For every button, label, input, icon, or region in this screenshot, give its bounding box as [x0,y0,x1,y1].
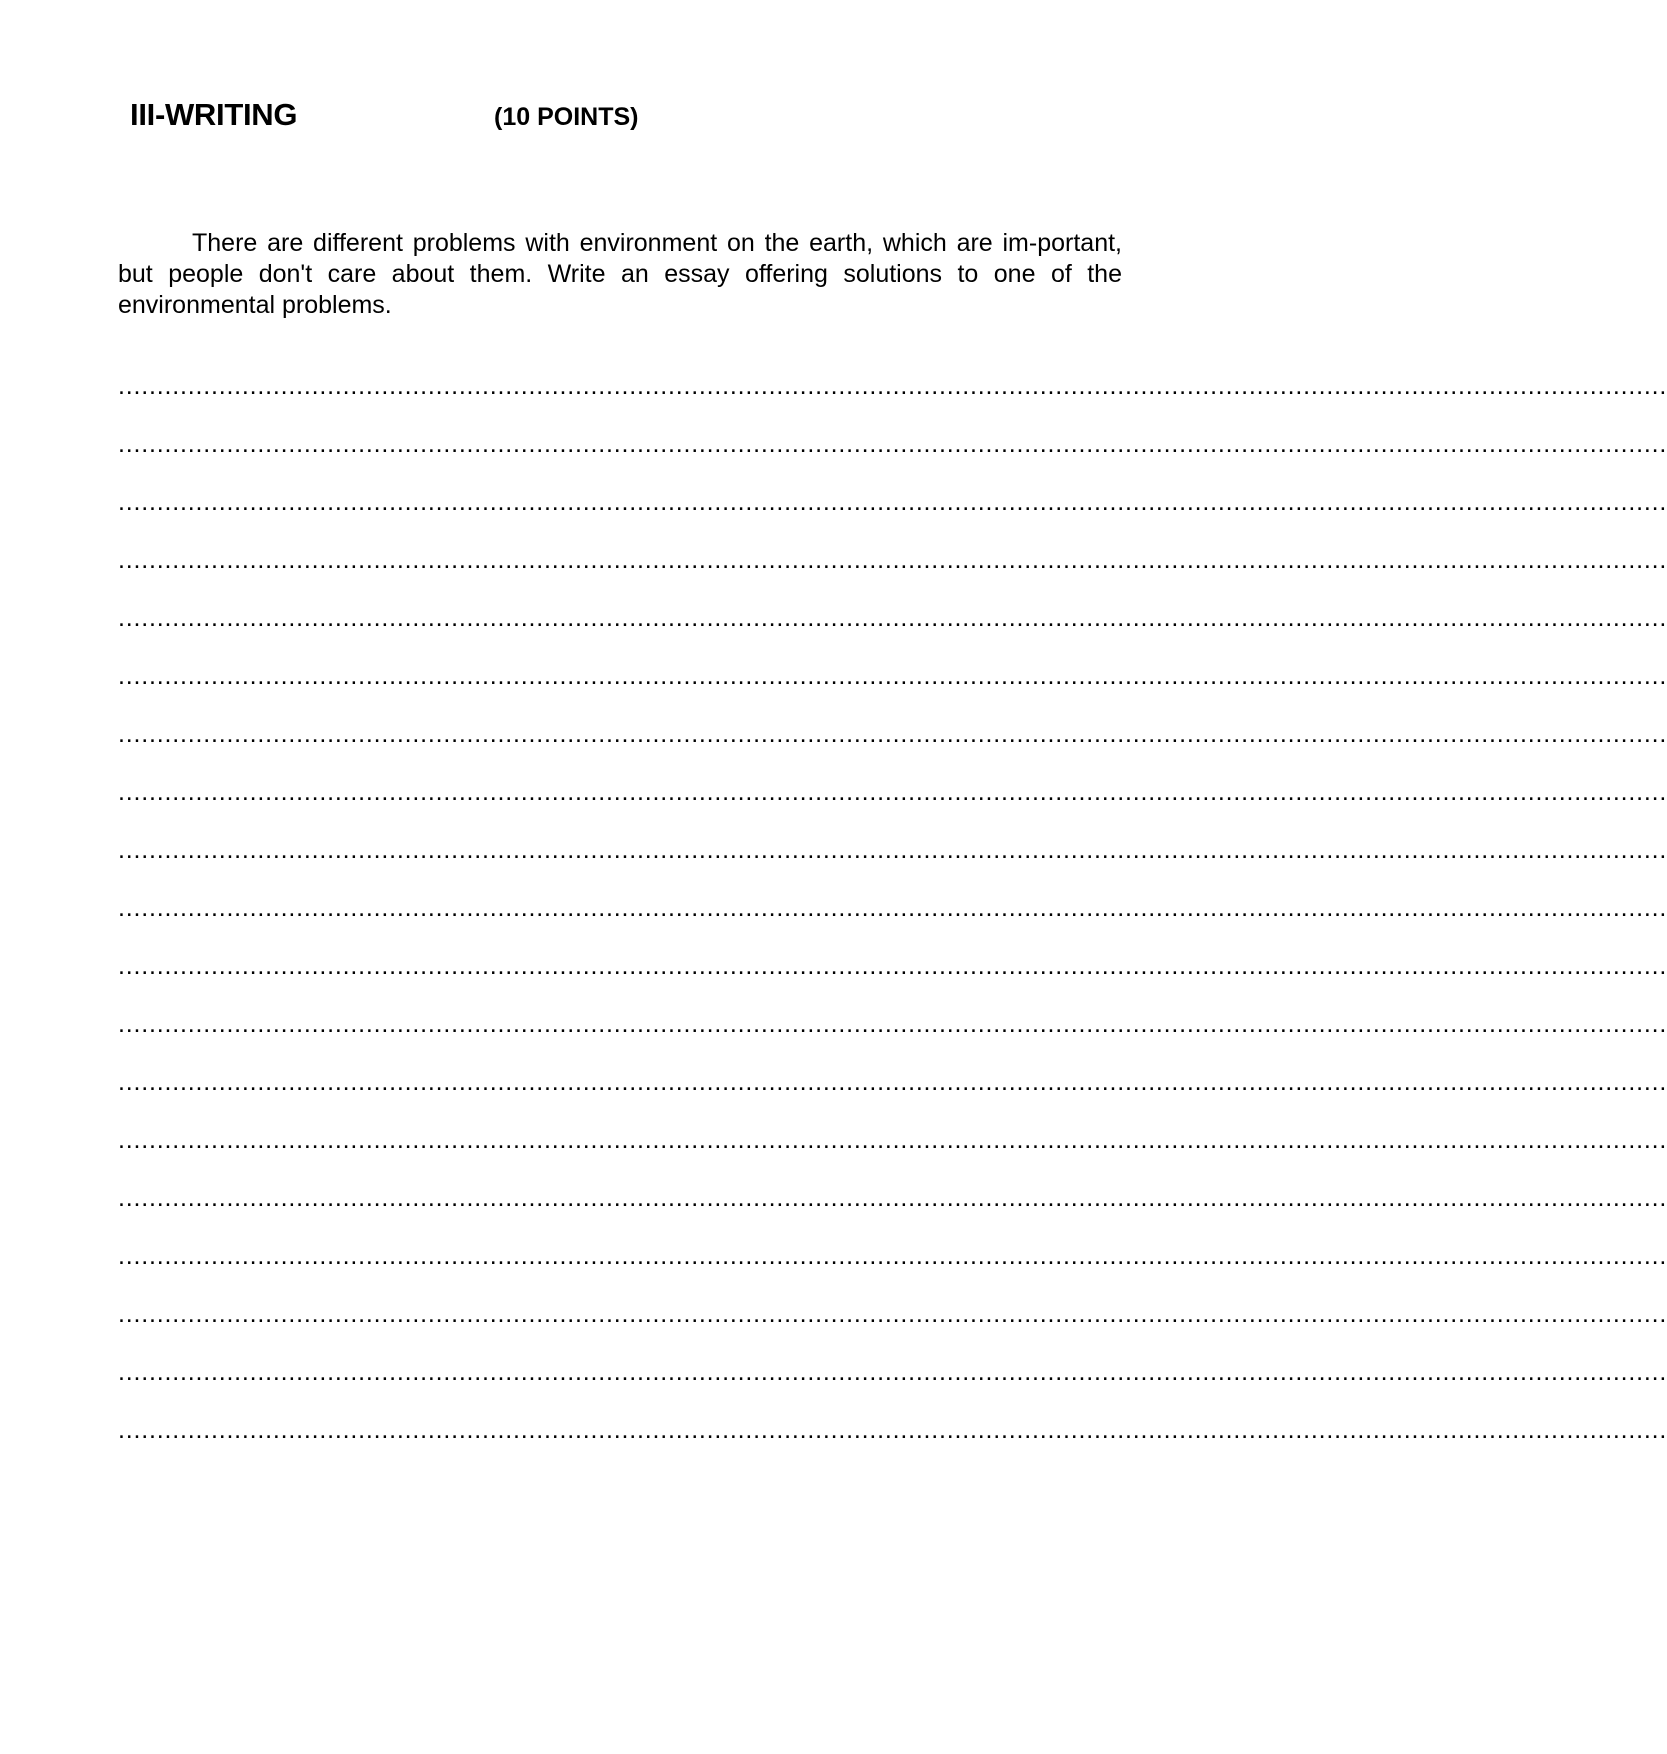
answer-line[interactable] [118,662,1667,721]
answer-line-final[interactable] [118,1416,1667,1475]
answer-line[interactable] [118,894,1667,953]
dotted-rule: ........................................................................................................................................................................................................ [118,604,1667,632]
answer-lines[interactable] [118,372,1667,1475]
answer-line[interactable] [118,1242,1667,1301]
dotted-rule: ........................................................................................................................................................................................................ [118,836,1667,864]
answer-line[interactable] [118,488,1667,547]
answer-line[interactable] [118,430,1667,489]
dotted-rule: ........................................................................................................................................................................................................ [118,1358,1667,1386]
dotted-rule: ........................................................................................................................................................................................................ [118,1010,1667,1038]
answer-line[interactable] [118,1126,1667,1185]
dotted-rule: ........................................................................................................................................................................................................ [118,720,1667,748]
answer-line[interactable] [118,778,1667,837]
answer-line[interactable] [118,1068,1667,1127]
answer-line[interactable] [118,372,1667,431]
dotted-rule: ........................................................................................................................................................................................................ [118,430,1667,458]
dotted-rule: ........................................................................................................................................................................................................ [118,1126,1667,1154]
dotted-rule: ........................................................................................................................................................................................................ [118,1242,1667,1270]
answer-line[interactable] [118,1358,1667,1417]
dotted-rule: ........................................................................................................................................................................................................ [118,952,1667,980]
dotted-rule: ........................................................................................................................................................................................................ [118,1184,1667,1212]
dotted-rule: ........................................................................................................................................................................................................ [118,372,1667,400]
dotted-rule: ........................................................................................................................................................................................................ [118,778,1667,806]
dotted-rule: ........................................................................................................................................................................................................ [118,1300,1667,1328]
writing-prompt-text: There are different problems with environment on the earth, which are im-portant, but people don't care about them. Write an essay offering solutions to one of the environmental problems. [118,229,1122,319]
section-points: (10 POINTS) [494,103,639,131]
answer-line[interactable] [118,720,1667,779]
dotted-rule: ........................................................................................................................................................................................................ [118,894,1667,922]
answer-line[interactable] [118,546,1667,605]
section-title: III-WRITING [130,97,298,132]
answer-line[interactable] [118,604,1667,663]
answer-line[interactable] [118,1184,1667,1243]
answer-line[interactable] [118,1300,1667,1359]
dotted-rule: ........................................................................................................................................................................................................ [118,488,1667,516]
answer-line[interactable] [118,836,1667,895]
dotted-rule: ........................................................................................................................................................................................................ [118,1068,1667,1096]
answer-line[interactable] [118,952,1667,1011]
dotted-rule: ........................................................................................................................................................................................................ [118,662,1667,690]
answer-line[interactable] [118,1010,1667,1069]
dotted-rule: ........................................................................................................................................................................................................ [118,1416,1667,1444]
writing-prompt [118,228,1122,321]
dotted-rule: ........................................................................................................................................................................................................ [118,546,1667,574]
